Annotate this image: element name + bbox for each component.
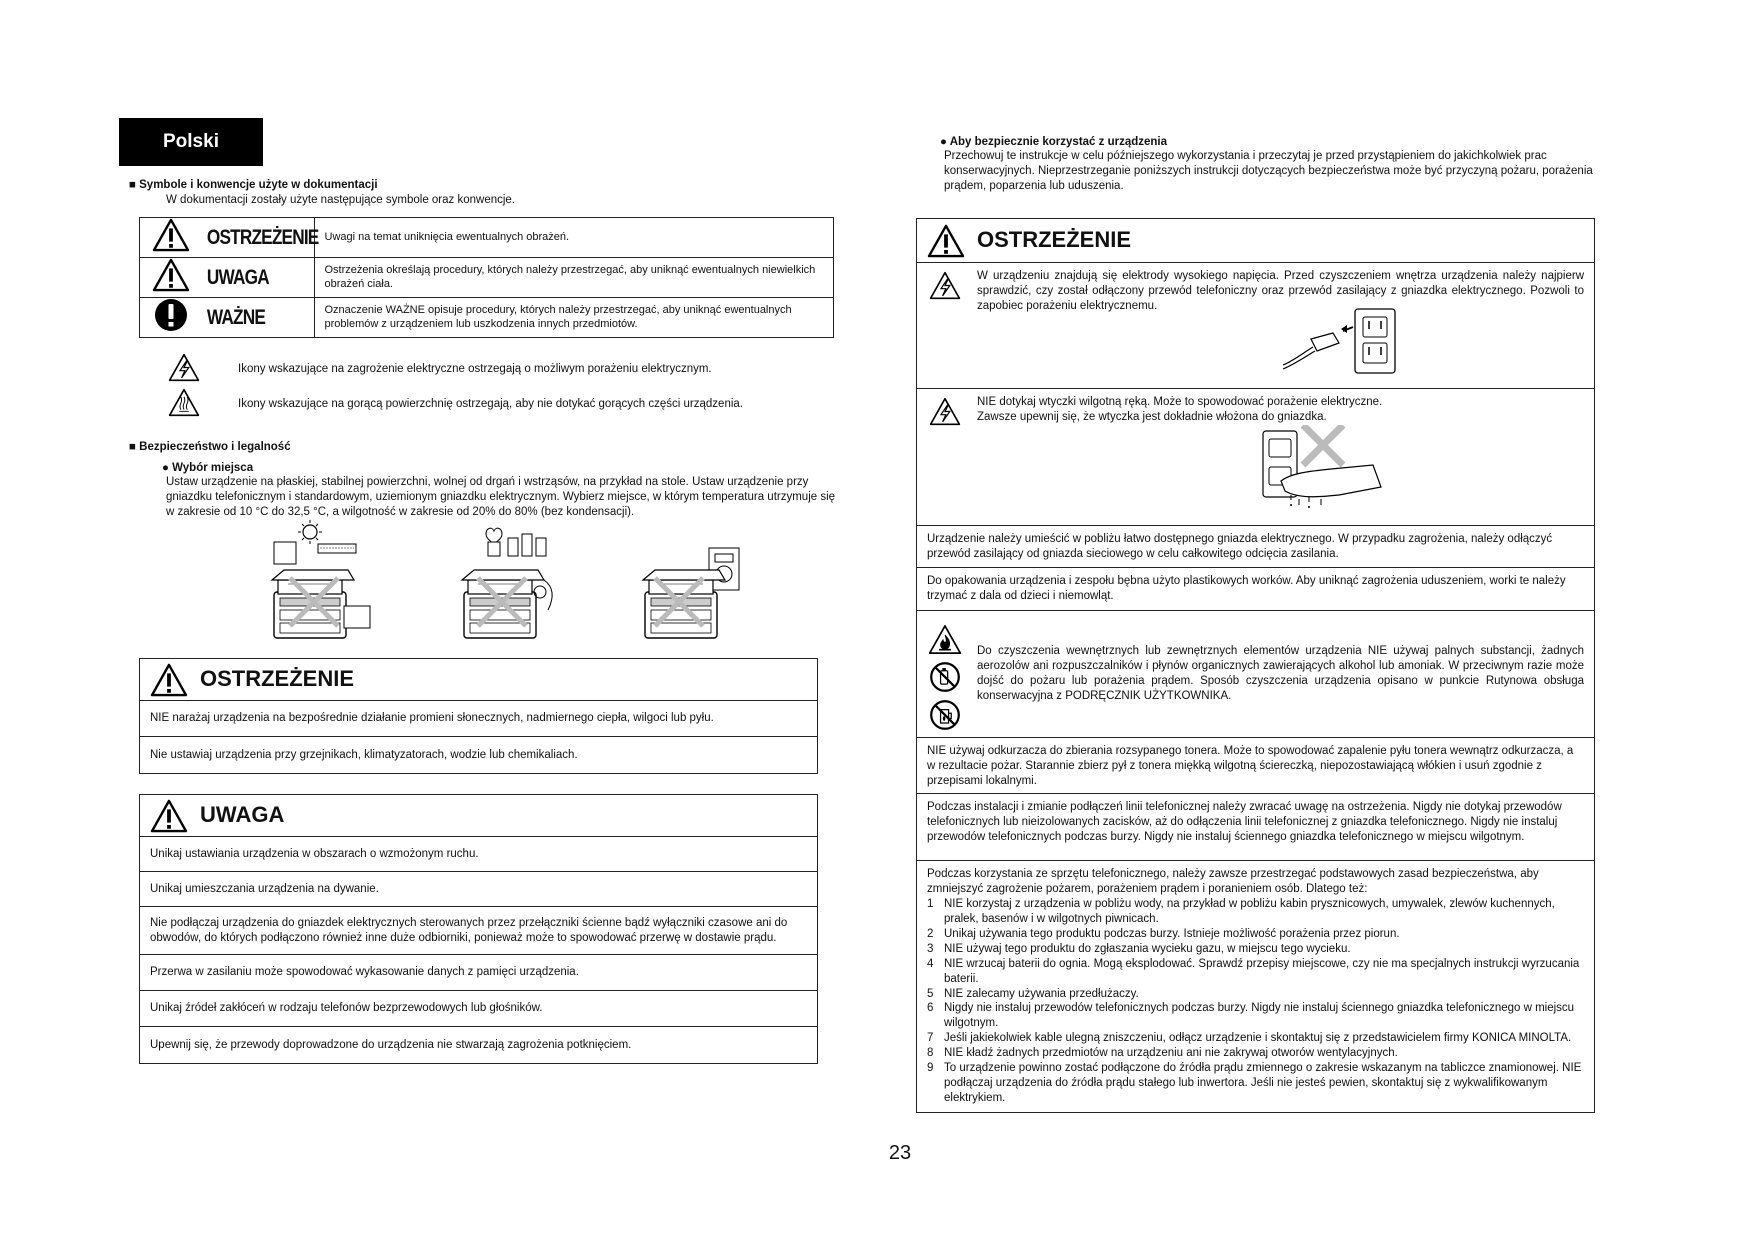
left-caution-row: Unikaj źródeł zakłóceń w rodzaju telefonów bezprzewodowych lub głośników.: [140, 991, 817, 1027]
symbol-row-caution: [140, 257, 834, 297]
electric-hazard-icon: [917, 389, 973, 525]
left-warning-row: NIE narażaj urządzenia na bezpośrednie działanie promieni słonecznych, nadmiernego ciepła, wilgoci lub pyłu.: [140, 701, 817, 737]
illustration-heater: [635, 530, 755, 645]
symbols-heading: ■ Symbole i konwencje użyte w dokumentacji: [129, 179, 378, 191]
hot-surface-icon: [168, 388, 200, 422]
list-item: 5 NIE zalecamy używania przedłużaczy.: [927, 987, 1139, 1000]
hot-note: Ikony wskazujące na gorącą powierzchnię ostrzegają, aby nie dotykać gorących części urządzenia.: [238, 398, 743, 410]
page-number: 23: [888, 1142, 912, 1164]
electric-note: Ikony wskazujące na zagrożenie elektryczne ostrzegają o możliwym porażeniu elektrycznym.: [238, 363, 712, 375]
plastic-bags-row: Do opakowania urządzenia i zespołu bębna użyto plastikowych worków. Aby uniknąć zagrożenia uduszeniem, worki te należy trzymać z dala od dzieci i niemowląt.: [917, 568, 1594, 611]
high-voltage-row: [917, 263, 1594, 389]
left-warning-row: Nie ustawiaj urządzenia przy grzejnikach, klimatyzatorach, wodzie lub chemikaliach.: [150, 748, 578, 761]
important-exclamation-icon: [140, 297, 202, 337]
wet-hand-row: [917, 389, 1594, 526]
left-warning-box: [139, 658, 818, 774]
fire-hazard-icon: [928, 624, 962, 655]
cleaning-text: Do czyszczenia wewnętrznych lub zewnętrznych elementów urządzenia NIE używaj palnych substancji, żadnych aerozolów ani rozpuszczalników i płynów organicznych zawierających alkohol lub amoniak. W przeciwnym razie może dojść do pożaru lub porażenia prądem. Sposób czyszczenia urządzenia opisano w punkcie Rutynowa obsługa konserwacyjna z PODRĘCZNIK UŻYTKOWNIKA.: [977, 645, 1584, 702]
symbol-word: UWAGA: [206, 265, 269, 289]
phone-safety-row: [917, 861, 1594, 1112]
symbol-desc: Oznaczenie WAŻNE opisuje procedury, których należy przestrzegać, aby uniknąć ewentualnych problemów z urządzeniem lub uszkodzenia innych przedmiotów.: [314, 297, 834, 337]
left-warning-title: [140, 659, 817, 701]
plug-in-text: Zawsze upewnij się, że wtyczka jest dokładnie włożona do gniazdka.: [977, 410, 1327, 423]
list-item: 2 Unikaj używania tego produktu podczas burzy. Istnieje możliwość porażenia przez piorun.: [927, 927, 1400, 940]
symbols-table: [139, 217, 834, 338]
symbols-intro: W dokumentacji zostały użyte następujące symbole oraz konwencje.: [166, 194, 516, 206]
accessible-outlet-row: Urządzenie należy umieścić w pobliżu łatwo dostępnego gniazda elektrycznego. W przypadku zagrożenia, należy odłączyć przewód zasilający od gniazda sieciowego w celu całkowitego odcięcia zasilania.: [917, 526, 1594, 568]
warning-triangle-icon: [150, 799, 188, 833]
left-caution-row: Unikaj umieszczania urządzenia na dywanie.: [140, 872, 817, 907]
list-item: 1 NIE korzystaj z urządzenia w pobliżu wody, na przykład w pobliżu kabin prysznicowych, umywalek, zlewów kuchennych, pralek, basenów i w wilgotnych piwnicach.: [927, 897, 1555, 925]
list-item: 7 Jeśli jakiekolwiek kable ulegną zniszczeniu, odłącz urządzenie i skontaktuj się z przedstawicielem firmy KONICA MINOLTA.: [927, 1032, 1572, 1045]
left-caution-title: [140, 795, 817, 837]
symbol-row-warning: [140, 218, 834, 258]
vacuum-row: NIE używaj odkurzacza do zbierania rozsypanego tonera. Może to spowodować zapalenie pyłu tonera wewnątrz odkurzacza, a w rezultacie pożar. Starannie zbierz pył z tonera miękką wilgotną ściereczką, niepozostawiającą włókien i usuń zgodnie z przepisami lokalnymi.: [917, 738, 1594, 794]
warning-triangle-icon: [150, 663, 188, 697]
list-item: 3 NIE używaj tego produktu do zgłaszania wycieku gazu, w miejscu tego wycieku.: [927, 942, 1351, 955]
electric-hazard-icon: [168, 353, 200, 387]
left-caution-box: [139, 794, 818, 1064]
left-caution-row: Przerwa w zasilaniu może spowodować wykasowanie danych z pamięci urządzenia.: [140, 955, 817, 991]
location-heading: ● Wybór miejsca: [162, 462, 254, 474]
list-item: 6 Nigdy nie instaluj przewodów telefonicznych podczas burzy. Nigdy nie instaluj ściennego gniazdka telefonicznego w miejscu wilgotnym.: [927, 1002, 1575, 1030]
safe-use-heading: ● Aby bezpiecznie korzystać z urządzenia: [940, 136, 1168, 148]
list-item: 9 To urządzenie powinno zostać podłączone do źródła prądu zmiennego o zakresie wskazanym na tabliczce znamionowej. NIE podłączaj urządzenia do źródła prądu stałego lub inwertora. Jeśli nie jesteś pewien, skontaktuj się z wykwalifikowanym elektrykiem.: [927, 1062, 1582, 1105]
phone-intro: Podczas korzystania ze sprzętu telefonicznego, należy zawsze przestrzegać podstawowych zasad bezpieczeństwa, aby zmniejszyć zagrożenie pożarem, porażeniem prądem i poranieniem osób. Dlatego też:: [927, 868, 1539, 895]
right-warning-box: [916, 218, 1595, 1113]
illustration-water-chemicals: [448, 520, 568, 645]
safe-use-text: Przechowuj te instrukcje w celu późniejszego wykorzystania i przeczytaj je przed przystąpieniem do jakichkolwiek prac konserwacyjnych. Nieprzestrzeganie poniższych instrukcji dotyczących bezpieczeństwa może być przyczyną pożaru, porażenia prądem, poparzenia lub uduszenia.: [944, 150, 1593, 192]
no-spray-icon: [929, 661, 961, 693]
symbol-desc: Ostrzeżenia określają procedury, których należy przestrzegać, aby uniknąć ewentualnych niewielkich obrażeń ciała.: [314, 257, 834, 297]
wet-hand-text: NIE dotykaj wtyczki wilgotną ręką. Może to spowodować porażenie elektryczne.: [977, 396, 1383, 408]
list-item: 4 NIE wrzucaj baterii do ognia. Mogą eksplodować. Sprawdź przepisy miejscowe, czy nie ma specjalnych instrukcji wyrzucania baterii.: [927, 957, 1580, 985]
high-voltage-text: W urządzeniu znajdują się elektrody wysokiego napięcia. Przed czyszczeniem wnętrza urządzenia należy najpierw sprawdzić, czy został odłączony przewód telefoniczny oraz przewód zasilający z gniazdka elektrycznego. Pozwoli to zapobiec porażeniu elektrycznemu.: [977, 270, 1584, 312]
warning-triangle-icon: [140, 257, 202, 297]
no-flammable-icon: [929, 699, 961, 731]
warning-triangle-icon: [140, 218, 202, 258]
left-caution-row: Upewnij się, że przewody doprowadzone do urządzenia nie stwarzają zagrożenia potknięciem.: [150, 1038, 632, 1051]
phone-list: [927, 897, 1584, 1106]
language-tab: Polski: [119, 118, 263, 166]
illustration-sun-heat: [260, 520, 380, 645]
symbol-row-important: [140, 297, 834, 337]
left-warning-title-text: OSTRZEŻENIE: [200, 666, 355, 692]
list-item: 8 NIE kładź żadnych przedmiotów na urządzeniu ani nie zakrywaj otworów wentylacyjnych.: [927, 1047, 1398, 1060]
cleaning-row: [917, 611, 1594, 738]
right-warning-title: [917, 219, 1594, 263]
left-caution-row: Nie podłączaj urządzenia do gniazdek elektrycznych sterowanych przez przełączniki ścienne bądź wyłączniki czasowe ani do obwodów, do których podłączono również inne duże odbiorniki, ponieważ może to spowodować przerwę w dostawie prądu.: [140, 907, 817, 955]
symbol-desc: Uwagi na temat uniknięcia ewentualnych obrażeń.: [314, 218, 834, 258]
wet-plug-illustration: [1251, 425, 1391, 521]
left-caution-title-text: UWAGA: [200, 802, 285, 828]
symbol-word: WAŻNE: [206, 305, 265, 329]
safety-heading: ■ Bezpieczeństwo i legalność: [129, 441, 291, 453]
symbol-word: OSTRZEŻENIE: [206, 225, 318, 249]
left-caution-row: Unikaj ustawiania urządzenia w obszarach o wzmożonym ruchu.: [140, 837, 817, 872]
phone-lines-row: Podczas instalacji i zmianie podłączeń linii telefonicznej należy zwracać uwagę na ostrzeżenia. Nigdy nie dotykaj przewodów telefonicznych lub nieizolowanych zacisków, aż do odłączenia linii telefonicznej z gniazdka telefonicznego. Nigdy nie instaluj przewodów telefonicznych podczas burzy. Nigdy nie instaluj ściennego gniazdka telefonicznego w miejscu wilgotnym.: [917, 794, 1594, 861]
electric-hazard-icon: [917, 263, 973, 388]
right-warning-title-text: OSTRZEŻENIE: [977, 227, 1132, 253]
unplug-illustration: [1281, 307, 1401, 379]
location-text: Ustaw urządzenie na płaskiej, stabilnej powierzchni, wolnej od drgań i wstrząsów, na przykład na stole. Ustaw urządzenie przy gniazdku telefonicznym i standardowym, uziemionym gniazdku elektrycznym. Wybierz miejsce, w którym temperatura utrzymuje się w zakresie od 10 °C do 32,5 °C, a wilgotność w zakresie od 20% do 80% (bez kondensacji).: [166, 476, 836, 518]
warning-triangle-icon: [927, 224, 965, 258]
